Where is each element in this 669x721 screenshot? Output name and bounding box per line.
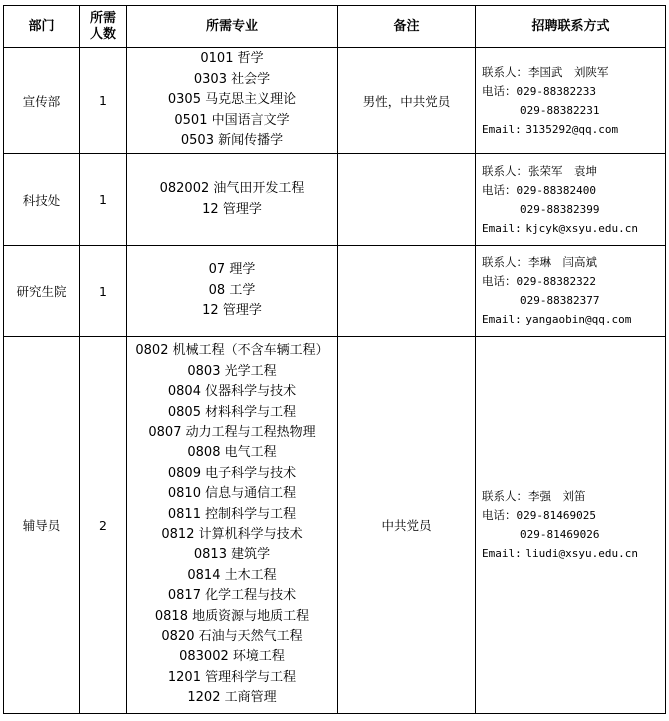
major-item: 0817 化学工程与技术 bbox=[167, 588, 297, 604]
major-item: 0303 社会学 bbox=[193, 71, 271, 87]
major-item: 08 工学 bbox=[208, 282, 256, 298]
contact-person-line bbox=[482, 253, 665, 272]
dept-cell: 科技处 bbox=[4, 154, 80, 246]
contact-email-line bbox=[482, 544, 665, 563]
contact-person-label: 联系人： bbox=[482, 255, 528, 269]
contact-email: kjcyk@xsyu.edu.cn bbox=[525, 221, 638, 235]
major-item: 0808 电气工程 bbox=[187, 445, 277, 461]
contact-phone-1: 029-88382233 bbox=[516, 84, 596, 98]
major-item: 0802 机械工程（不含车辆工程） bbox=[135, 343, 329, 359]
table-row bbox=[4, 48, 666, 154]
contact-phone-2: 029-88382377 bbox=[520, 294, 600, 307]
header-note: 备注 bbox=[338, 6, 476, 48]
major-item: 0810 信息与通信工程 bbox=[167, 486, 297, 502]
major-item: 0820 石油与天然气工程 bbox=[161, 629, 303, 645]
major-item: 0811 控制科学与工程 bbox=[167, 506, 297, 522]
major-cell bbox=[127, 154, 338, 246]
major-item: 0813 建筑学 bbox=[193, 547, 271, 563]
contact-email: 3135292@qq.com bbox=[525, 122, 619, 136]
contact-phone-line bbox=[482, 82, 665, 101]
contact-phone-2: 029-88382231 bbox=[520, 103, 600, 117]
major-cell bbox=[127, 337, 338, 714]
contact-cell bbox=[476, 154, 666, 246]
contact-phone-line-2 bbox=[482, 291, 665, 310]
contact-phone-line-2 bbox=[482, 200, 665, 219]
major-item: 0804 仪器科学与技术 bbox=[167, 384, 297, 400]
major-item: 083002 环境工程 bbox=[179, 649, 285, 665]
contact-phone-line bbox=[482, 506, 665, 525]
major-item: 0812 计算机科学与技术 bbox=[161, 527, 303, 542]
contact-phone-line bbox=[482, 272, 665, 291]
major-item: 1201 管理科学与工程 bbox=[167, 669, 297, 685]
contact-phone-1: 029-88382400 bbox=[516, 183, 596, 197]
cut-off-title bbox=[0, 0, 669, 3]
contact-email-label: Email: bbox=[482, 313, 522, 326]
contact-email-label: Email: bbox=[482, 122, 522, 136]
major-item: 0809 电子科学与技术 bbox=[167, 465, 297, 481]
major-item: 0807 动力工程与工程热物理 bbox=[148, 424, 316, 440]
table-row bbox=[4, 154, 666, 246]
contact-cell bbox=[476, 48, 666, 154]
contact-phone-1: 029-81469025 bbox=[516, 509, 596, 522]
contact-email-line bbox=[482, 120, 665, 139]
contact-person-line bbox=[482, 162, 665, 181]
contact-phone-2: 029-81469026 bbox=[520, 528, 600, 541]
note-cell: 男性，中共党员 bbox=[338, 48, 476, 154]
header-contact: 招聘联系方式 bbox=[476, 6, 666, 48]
recruitment-table bbox=[3, 5, 666, 714]
major-item: 0503 新闻传播学 bbox=[180, 133, 284, 149]
contact-phone-line-2 bbox=[482, 101, 665, 120]
contact-person-label: 联系人： bbox=[482, 489, 528, 503]
note-cell bbox=[338, 154, 476, 246]
count-cell: 1 bbox=[80, 154, 127, 246]
contact-phone-1: 029-88382322 bbox=[516, 275, 596, 288]
note-cell bbox=[338, 246, 476, 337]
contact-persons: 李琳 闫高斌 bbox=[528, 255, 597, 269]
count-cell: 1 bbox=[80, 246, 127, 337]
header-dept: 部门 bbox=[4, 6, 80, 48]
note-cell: 中共党员 bbox=[338, 337, 476, 714]
contact-cell bbox=[476, 337, 666, 714]
contact-phone-line-2 bbox=[482, 525, 665, 544]
major-item: 1202 工商管理 bbox=[187, 690, 277, 706]
major-item: 0818 地质资源与地质工程 bbox=[154, 608, 310, 624]
header-count bbox=[80, 6, 127, 48]
contact-email: yangaobin@qq.com bbox=[525, 313, 632, 326]
major-item: 0101 哲学 bbox=[200, 51, 264, 67]
contact-phone-label: 电话： bbox=[482, 274, 517, 288]
header-major: 所需专业 bbox=[127, 6, 338, 48]
major-cell bbox=[127, 48, 338, 154]
major-cell bbox=[127, 246, 338, 337]
contact-email-label: Email: bbox=[482, 221, 522, 235]
contact-person-line bbox=[482, 487, 665, 506]
table-row bbox=[4, 337, 666, 714]
count-cell: 2 bbox=[80, 337, 127, 714]
table-row bbox=[4, 246, 666, 337]
major-item: 0803 光学工程 bbox=[187, 363, 277, 379]
contact-persons: 李国武 刘陕军 bbox=[528, 64, 609, 79]
count-cell: 1 bbox=[80, 48, 127, 154]
header-row bbox=[4, 6, 666, 48]
major-item: 0305 马克思主义理论 bbox=[167, 92, 297, 108]
dept-cell: 辅导员 bbox=[4, 337, 80, 714]
major-item: 082002 油气田开发工程 bbox=[159, 181, 305, 197]
major-item: 0501 中国语言文学 bbox=[174, 112, 290, 128]
contact-phone-line bbox=[482, 181, 665, 200]
contact-persons: 李强 刘笛 bbox=[528, 489, 586, 503]
contact-phone-label: 电话： bbox=[482, 508, 517, 522]
header-count-label: 所需人数 bbox=[89, 10, 116, 42]
contact-cell bbox=[476, 246, 666, 337]
contact-email-line bbox=[482, 310, 665, 329]
dept-cell: 宣传部 bbox=[4, 48, 80, 154]
contact-email-line bbox=[482, 219, 665, 238]
contact-email: liudi@xsyu.edu.cn bbox=[525, 547, 638, 560]
contact-phone-2: 029-88382399 bbox=[520, 202, 600, 216]
major-item: 12 管理学 bbox=[202, 201, 262, 217]
major-item: 07 理学 bbox=[208, 262, 256, 278]
major-item: 0805 材料科学与工程 bbox=[167, 404, 297, 420]
contact-email-label: Email: bbox=[482, 547, 522, 560]
contact-phone-label: 电话： bbox=[482, 182, 517, 197]
contact-person-line bbox=[482, 63, 665, 82]
dept-cell: 研究生院 bbox=[4, 246, 80, 337]
major-item: 0814 土木工程 bbox=[187, 567, 277, 583]
contact-person-label: 联系人： bbox=[482, 64, 528, 79]
contact-phone-label: 电话： bbox=[482, 83, 517, 98]
contact-person-label: 联系人： bbox=[482, 163, 528, 178]
contact-persons: 张荣军 袁坤 bbox=[528, 163, 597, 178]
major-item: 12 管理学 bbox=[202, 303, 262, 319]
